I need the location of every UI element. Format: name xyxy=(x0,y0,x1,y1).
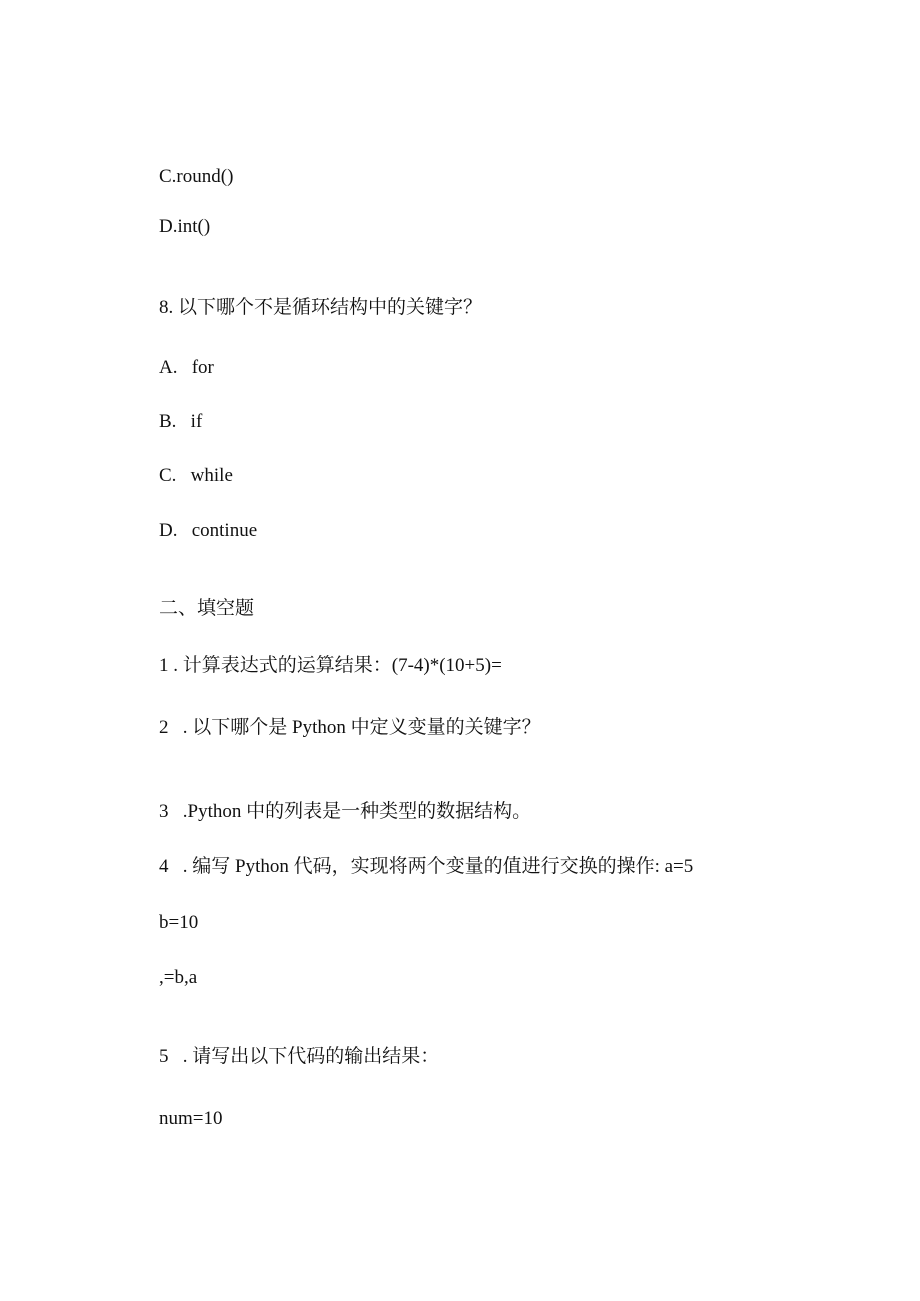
section-heading-fill-in: 二、填空题 xyxy=(159,598,255,619)
code-line-num: num=10 xyxy=(159,1108,223,1129)
option-a-for: A. for xyxy=(159,357,214,378)
option-d-continue: D. continue xyxy=(159,520,258,541)
option-b-if: B. if xyxy=(159,411,203,432)
fill-question-3: 3 .Python 中的列表是一种类型的数据结构。 xyxy=(159,801,532,822)
fill-question-1: 1 . 计算表达式的运算结果：(7-4)*(10+5)= xyxy=(159,655,502,676)
question-8: 8. 以下哪个不是循环结构中的关键字？ xyxy=(159,297,483,318)
option-d-int: D.int() xyxy=(159,216,211,237)
fill-question-2: 2 . 以下哪个是 Python 中定义变量的关键字？ xyxy=(159,717,541,738)
option-c-while: C. while xyxy=(159,465,233,486)
fill-question-4: 4 . 编写 Python 代码，实现将两个变量的值进行交换的操作: a=5 xyxy=(159,856,694,877)
code-line-b: b=10 xyxy=(159,912,199,933)
fill-question-5: 5 . 请写出以下代码的输出结果： xyxy=(159,1046,440,1067)
code-line-swap: ,=b,a xyxy=(159,967,198,988)
option-c-round: C.round() xyxy=(159,166,234,187)
